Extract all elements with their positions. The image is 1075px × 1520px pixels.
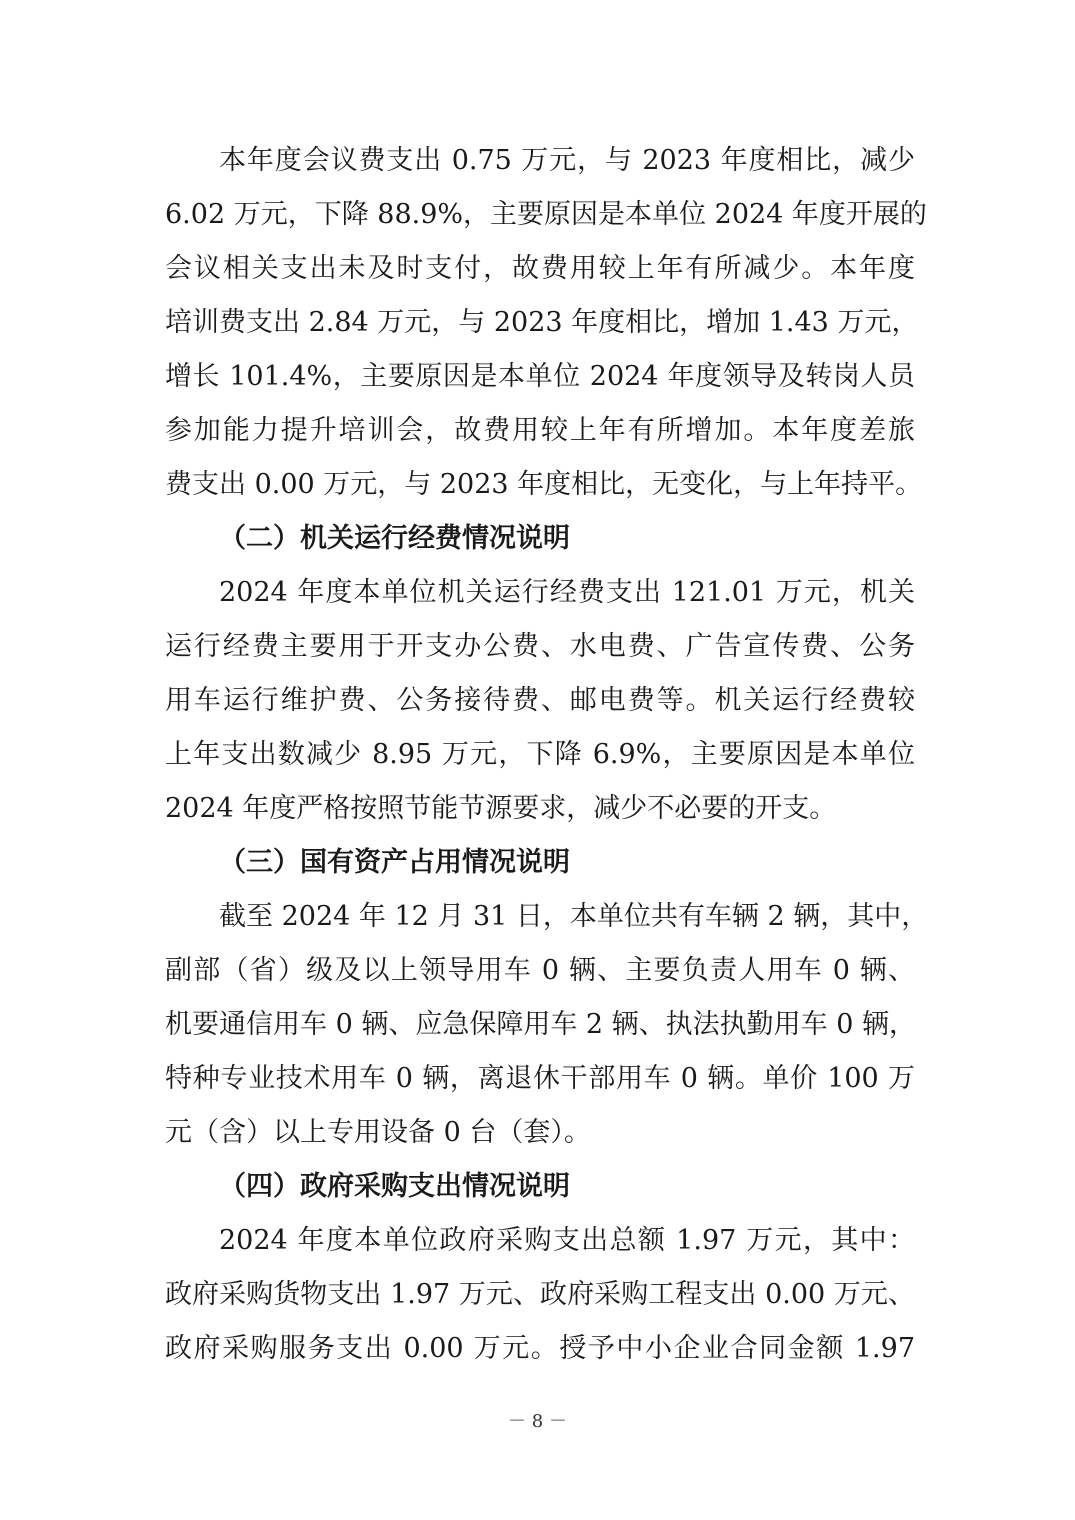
text-line: 2024 年度严格按照节能节源要求，减少不必要的开支。: [165, 793, 837, 824]
text-line: 会议相关支出未及时支付，故费用较上年有所减少。本年度: [165, 253, 915, 284]
page-number: － 8 －: [508, 1411, 567, 1432]
text-line: 元（含）以上专用设备 0 台（套）。: [165, 1117, 591, 1148]
text-line: 运行经费主要用于开支办公费、水电费、广告宣传费、公务: [165, 631, 915, 662]
text-line: 增长 101.4%，主要原因是本单位 2024 年度领导及转岗人员: [165, 361, 915, 392]
text-line: 2024 年度本单位政府采购支出总额 1.97 万元，其中：: [219, 1225, 915, 1256]
text-line: 2024 年度本单位机关运行经费支出 121.01 万元，机关: [219, 577, 915, 608]
text-line: 6.02 万元，下降 88.9%，主要原因是本单位 2024 年度开展的: [165, 199, 927, 230]
text-line: 本年度会议费支出 0.75 万元，与 2023 年度相比，减少: [219, 145, 915, 176]
text-line: 用车运行维护费、公务接待费、邮电费等。机关运行经费较: [165, 685, 915, 716]
text-line: 参加能力提升培训会，故费用较上年有所增加。本年度差旅: [165, 415, 915, 446]
text-line: 政府采购货物支出 1.97 万元、政府采购工程支出 0.00 万元、: [165, 1279, 915, 1310]
text-line: 特种专业技术用车 0 辆，离退休干部用车 0 辆。单价 100 万: [165, 1063, 915, 1094]
section-heading: （二）机关运行经费情况说明: [219, 523, 570, 554]
text-line: 上年支出数减少 8.95 万元，下降 6.9%，主要原因是本单位: [165, 739, 915, 770]
text-line: 截至 2024 年 12 月 31 日，本单位共有车辆 2 辆，其中，: [219, 901, 929, 932]
section-heading: （四）政府采购支出情况说明: [219, 1171, 570, 1202]
text-line: 副部（省）级及以上领导用车 0 辆、主要负责人用车 0 辆、: [165, 955, 915, 986]
text-line: 费支出 0.00 万元，与 2023 年度相比，无变化，与上年持平。: [165, 469, 923, 500]
section-heading: （三）国有资产占用情况说明: [219, 847, 570, 878]
text-line: 机要通信用车 0 辆、应急保障用车 2 辆、执法执勤用车 0 辆，: [165, 1009, 917, 1040]
text-line: 培训费支出 2.84 万元，与 2023 年度相比，增加 1.43 万元，: [165, 307, 919, 338]
text-line: 政府采购服务支出 0.00 万元。授予中小企业合同金额 1.97: [165, 1333, 915, 1364]
